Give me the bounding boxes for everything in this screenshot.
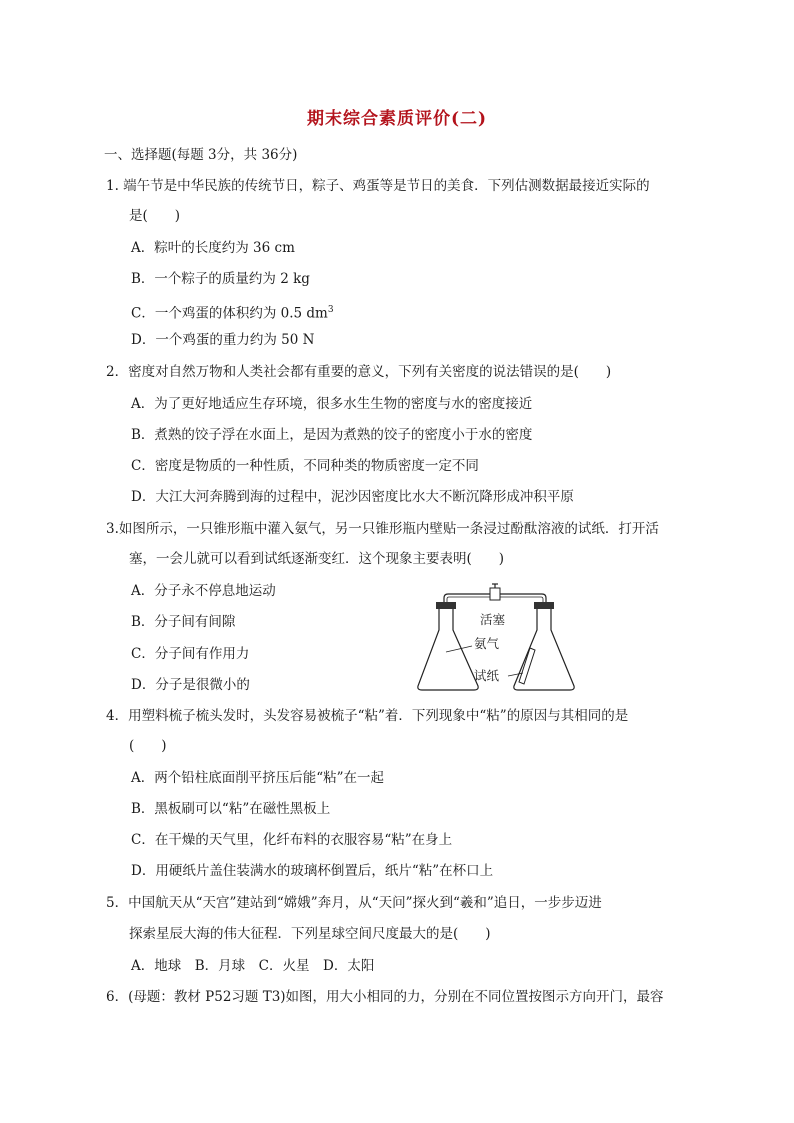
page-title: 期末综合素质评价(二) (306, 109, 488, 129)
question-4-option-d: D．用硬纸片盖住装满水的玻璃杯倒置后，纸片“粘”在杯口上 (131, 863, 494, 879)
question-1-option-c (131, 300, 334, 324)
valve-icon (490, 588, 500, 600)
question-1-line-2: 是( ) (129, 208, 181, 224)
flask-diagram (410, 580, 580, 695)
question-3-line-1: 3.如图所示，一只锥形瓶中灌入氨气，另一只锥形瓶内壁贴一条浸过酚酞溶液的试纸．打开活 (106, 521, 659, 537)
question-4-option-b: B．黑板刷可以“粘”在磁性黑板上 (131, 801, 331, 817)
superscript-3: 3 (327, 305, 334, 315)
section-heading: 一、选择题(每题 3分，共 36分) (104, 147, 298, 163)
question-3-line-2: 塞，一会儿就可以看到试纸逐渐变红．这个现象主要表明( ) (129, 551, 505, 567)
question-6-line-1: 6．(母题：教材 P52习题 T3)如图，用大小相同的力，分别在不同位置按图示方向开门，最容 (106, 989, 664, 1005)
question-2-option-a: A．为了更好地适应生存环境，很多水生生物的密度与水的密度接近 (131, 396, 533, 412)
left-flask (418, 609, 478, 690)
question-4-option-c: C．在干燥的天气里，化纤布料的衣服容易“粘”在身上 (131, 832, 453, 848)
question-2-option-c: C．密度是物质的一种性质，不同种类的物质密度一定不同 (131, 458, 479, 474)
paper-label: 试纸 (474, 668, 500, 683)
question-3-option-b: B．分子间有间隙 (131, 614, 236, 630)
valve-label: 活塞 (480, 612, 506, 627)
question-1-option-c-text: C．一个鸡蛋的体积约为 0.5 dm (131, 305, 328, 322)
left-stopper (436, 602, 456, 609)
question-3-option-a: A．分子永不停息地运动 (131, 583, 276, 599)
question-5-line-1: 5．中国航天从“天宫”建站到“嫦娥”奔月，从“天问”探火到“羲和”追日，一步步迈进 (106, 895, 602, 911)
gas-leader-line (446, 646, 472, 652)
gas-label: 氨气 (474, 636, 500, 651)
question-1-option-a: A．粽叶的长度约为 36 cm (131, 240, 295, 256)
question-1-option-d: D．一个鸡蛋的重力约为 50 N (131, 332, 315, 348)
question-3-option-d: D．分子是很微小的 (131, 677, 250, 693)
question-4-line-1: 4．用塑料梳子梳头发时，头发容易被梳子“粘”着．下列现象中“粘”的原因与其相同的是 (106, 708, 629, 724)
question-1-line-1: 1. 端午节是中华民族的传统节日，粽子、鸡蛋等是节日的美食．下列估测数据最接近实际的 (106, 178, 650, 194)
right-flask (514, 609, 574, 690)
question-5-options: A．地球 B．月球 C．火星 D．太阳 (131, 958, 375, 974)
question-2-option-d: D．大江大河奔腾到海的过程中，泥沙因密度比水大不断沉降形成冲积平原 (131, 489, 574, 505)
question-2-option-b: B．煮熟的饺子浮在水面上，是因为煮熟的饺子的密度小于水的密度 (131, 427, 533, 443)
question-3-option-c: C．分子间有作用力 (131, 646, 250, 662)
question-2-line-1: 2．密度对自然万物和人类社会都有重要的意义，下列有关密度的说法错误的是( ) (106, 364, 612, 380)
right-stopper (534, 602, 554, 609)
question-5-line-2: 探索星辰大海的伟大征程．下列星球空间尺度最大的是( ) (129, 926, 491, 942)
question-4-line-2: ( ) (129, 738, 167, 754)
question-1-option-b: B．一个粽子的质量约为 2 kg (131, 271, 310, 287)
question-4-option-a: A．两个铅柱底面削平挤压后能“粘”在一起 (131, 770, 385, 786)
